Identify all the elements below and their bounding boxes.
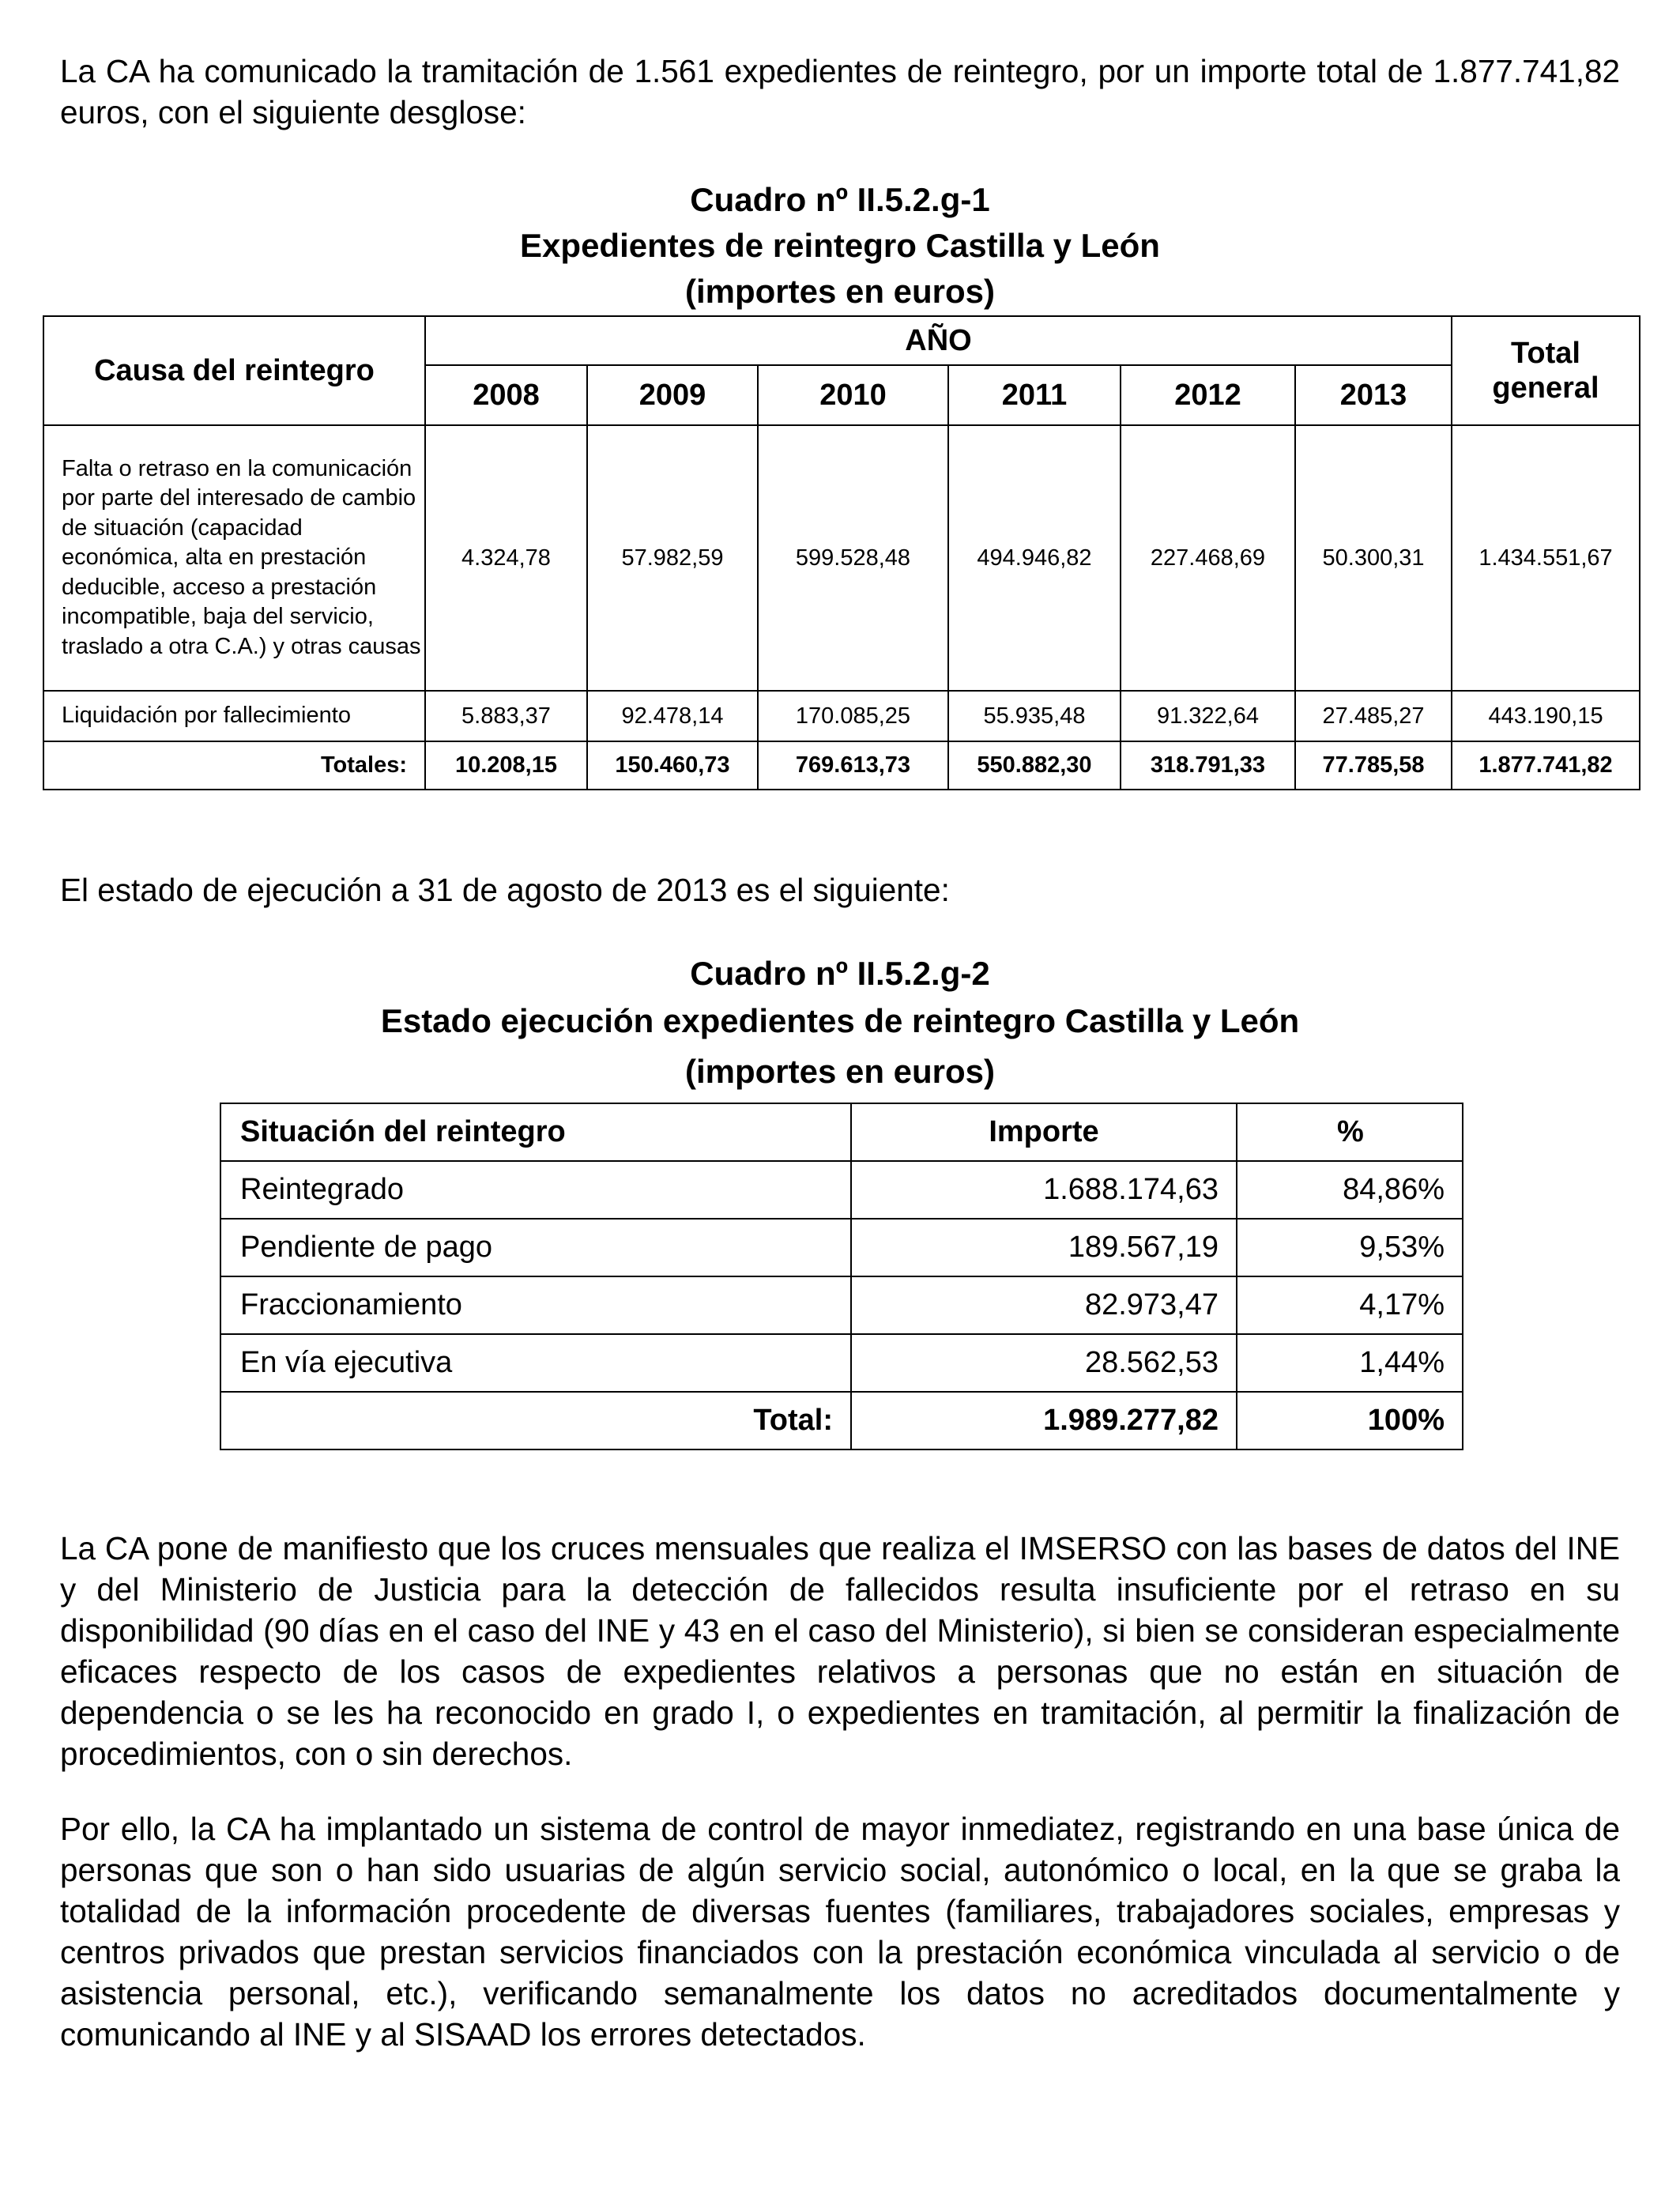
table1-title: Expedientes de reintegro Castilla y León bbox=[520, 227, 1160, 264]
cause-column-header: Causa del reintegro bbox=[43, 316, 425, 425]
total-amount-cell: 1.989.277,82 bbox=[851, 1392, 1237, 1449]
total-header-line1: Total bbox=[1511, 337, 1580, 370]
table-row bbox=[220, 1276, 1463, 1334]
year-header: 2010 bbox=[758, 365, 948, 425]
value-cell: 50.300,31 bbox=[1295, 425, 1452, 691]
totals-label: Totales: bbox=[43, 741, 425, 790]
table2-number: Cuadro nº II.5.2.g-2 bbox=[690, 955, 990, 992]
value-cell: 4.324,78 bbox=[425, 425, 587, 691]
year-header: 2012 bbox=[1121, 365, 1295, 425]
value-cell: 5.883,37 bbox=[425, 691, 587, 741]
table-row bbox=[220, 1334, 1463, 1392]
table2-title: Estado ejecución expedientes de reintegro Castilla y León bbox=[380, 1002, 1300, 1039]
cause-cell: Liquidación por fallecimiento bbox=[43, 691, 425, 741]
row-total-cell: 443.190,15 bbox=[1452, 691, 1640, 741]
situation-column-header: Situación del reintegro bbox=[220, 1103, 851, 1161]
table-row bbox=[220, 1161, 1463, 1219]
value-cell: 55.935,48 bbox=[948, 691, 1121, 741]
total-value-cell: 150.460,73 bbox=[587, 741, 758, 790]
total-value-cell: 769.613,73 bbox=[758, 741, 948, 790]
year-header: 2009 bbox=[587, 365, 758, 425]
totals-row bbox=[43, 741, 1640, 790]
totals-row bbox=[220, 1392, 1463, 1449]
amount-cell: 28.562,53 bbox=[851, 1334, 1237, 1392]
total-general-header bbox=[1452, 316, 1640, 425]
value-cell: 91.322,64 bbox=[1121, 691, 1295, 741]
situation-cell: Fraccionamiento bbox=[220, 1276, 851, 1334]
reintegro-by-year-table bbox=[43, 315, 1640, 790]
totals-label: Total: bbox=[220, 1392, 851, 1449]
table1-units: (importes en euros) bbox=[684, 273, 996, 310]
total-value-cell: 550.882,30 bbox=[948, 741, 1121, 790]
body-paragraph-2: Por ello, la CA ha implantado un sistema de control de mayor inmediatez, registrando en una base única de personas que son o han sido usuarias de algún servicio social, autonómico o local, en la que se graba la totalidad de la información procedente de diversas fuentes (familiares, trabajadores sociales, empresas y centros privados que prestan servicios financiados con la prestación económica vinculada al servicio o de asistencia personal, etc.), verificando semanalmente los datos no acreditados documentalmente y comunicando al INE y al SISAAD los errores detectados. bbox=[60, 1811, 1620, 2053]
execution-status-table bbox=[220, 1103, 1463, 1450]
table2-units: (importes en euros) bbox=[684, 1053, 996, 1090]
situation-cell: Pendiente de pago bbox=[220, 1219, 851, 1276]
value-cell: 599.528,48 bbox=[758, 425, 948, 691]
total-header-line2: general bbox=[1492, 371, 1599, 405]
value-cell: 227.468,69 bbox=[1121, 425, 1295, 691]
cause-cell: Falta o retraso en la comunicación por parte del interesado de cambio de situación (capacidad económica, alta en prestación deducible, acceso a prestación incompatible, baja del servicio, traslado a otra C.A.) y otras causas bbox=[43, 425, 425, 691]
amount-cell: 189.567,19 bbox=[851, 1219, 1237, 1276]
table-row bbox=[43, 425, 1640, 691]
execution-status-intro: El estado de ejecución a 31 de agosto de 2013 es el siguiente: bbox=[60, 872, 950, 908]
table1-number: Cuadro nº II.5.2.g-1 bbox=[690, 181, 990, 218]
year-header: 2008 bbox=[425, 365, 587, 425]
percent-cell: 1,44% bbox=[1237, 1334, 1463, 1392]
year-header: 2013 bbox=[1295, 365, 1452, 425]
row-total-cell: 1.434.551,67 bbox=[1452, 425, 1640, 691]
total-value-cell: 10.208,15 bbox=[425, 741, 587, 790]
table-row bbox=[43, 691, 1640, 741]
table1-header-row bbox=[43, 316, 1640, 365]
total-percent-cell: 100% bbox=[1237, 1392, 1463, 1449]
total-value-cell: 77.785,58 bbox=[1295, 741, 1452, 790]
grand-total-cell: 1.877.741,82 bbox=[1452, 741, 1640, 790]
year-group-header: AÑO bbox=[425, 316, 1452, 365]
intro-paragraph: La CA ha comunicado la tramitación de 1.561 expedientes de reintegro, por un importe total de 1.877.741,82 euros, con el siguiente desglose: bbox=[60, 53, 1620, 130]
year-header: 2011 bbox=[948, 365, 1121, 425]
total-value-cell: 318.791,33 bbox=[1121, 741, 1295, 790]
percent-cell: 4,17% bbox=[1237, 1276, 1463, 1334]
percent-column-header: % bbox=[1237, 1103, 1463, 1161]
situation-cell: Reintegrado bbox=[220, 1161, 851, 1219]
amount-column-header: Importe bbox=[851, 1103, 1237, 1161]
value-cell: 494.946,82 bbox=[948, 425, 1121, 691]
value-cell: 27.485,27 bbox=[1295, 691, 1452, 741]
amount-cell: 1.688.174,63 bbox=[851, 1161, 1237, 1219]
value-cell: 170.085,25 bbox=[758, 691, 948, 741]
value-cell: 92.478,14 bbox=[587, 691, 758, 741]
value-cell: 57.982,59 bbox=[587, 425, 758, 691]
amount-cell: 82.973,47 bbox=[851, 1276, 1237, 1334]
situation-cell: En vía ejecutiva bbox=[220, 1334, 851, 1392]
percent-cell: 84,86% bbox=[1237, 1161, 1463, 1219]
table-row bbox=[220, 1219, 1463, 1276]
body-paragraph-1: La CA pone de manifiesto que los cruces mensuales que realiza el IMSERSO con las bases de datos del INE y del Ministerio de Justicia para la detección de fallecidos resulta insuficiente por el retraso en su disponibilidad (90 días en el caso del INE y 43 en el caso del Ministerio), si bien se consideran especialmente eficaces respecto de los casos de expedientes relativos a personas que no están en situación de dependencia o se les ha reconocido en grado I, o expedientes en tramitación, al permitir la finalización de procedimientos, con o sin derechos. bbox=[60, 1530, 1620, 1772]
percent-cell: 9,53% bbox=[1237, 1219, 1463, 1276]
table2-header-row bbox=[220, 1103, 1463, 1161]
